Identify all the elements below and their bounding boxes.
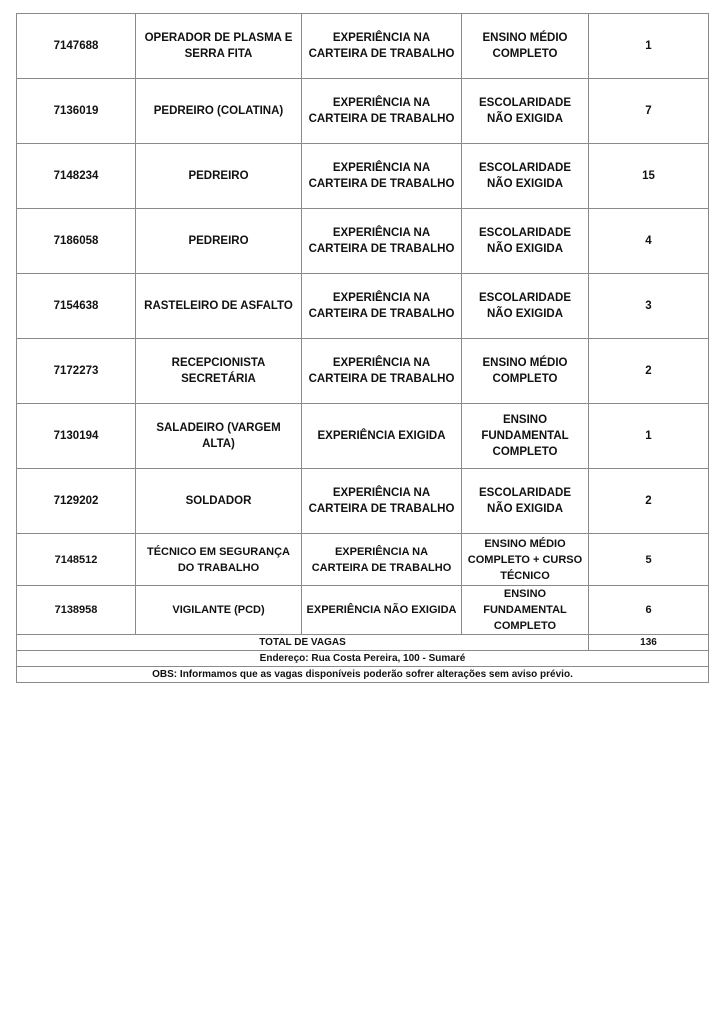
experience-requirement: EXPERIÊNCIA NA CARTEIRA DE TRABALHO xyxy=(302,79,462,144)
experience-requirement: EXPERIÊNCIA NÃO EXIGIDA xyxy=(302,586,462,635)
education-requirement: ESCOLARIDADE NÃO EXIGIDA xyxy=(462,79,589,144)
total-row xyxy=(17,635,709,651)
education-requirement: ENSINO FUNDAMENTAL COMPLETO xyxy=(462,586,589,635)
job-title: PEDREIRO xyxy=(136,144,302,209)
vacancy-count: 4 xyxy=(589,209,709,274)
job-code: 7186058 xyxy=(17,209,136,274)
job-code: 7129202 xyxy=(17,469,136,534)
experience-requirement: EXPERIÊNCIA NA CARTEIRA DE TRABALHO xyxy=(302,274,462,339)
job-code: 7138958 xyxy=(17,586,136,635)
experience-requirement: EXPERIÊNCIA NA CARTEIRA DE TRABALHO xyxy=(302,209,462,274)
experience-requirement: EXPERIÊNCIA NA CARTEIRA DE TRABALHO xyxy=(302,14,462,79)
vacancy-count: 7 xyxy=(589,79,709,144)
table-row xyxy=(17,14,709,79)
observation-note: OBS: Informamos que as vagas disponíveis poderão sofrer alterações sem aviso prévio. xyxy=(17,667,709,683)
education-requirement: ENSINO MÉDIO COMPLETO xyxy=(462,339,589,404)
job-listing-sheet xyxy=(16,13,708,683)
job-rows xyxy=(17,14,709,683)
table-row xyxy=(17,144,709,209)
address-text: Endereço: Rua Costa Pereira, 100 - Sumaré xyxy=(17,651,709,667)
vacancy-count: 1 xyxy=(589,404,709,469)
table-row xyxy=(17,404,709,469)
vacancy-count: 3 xyxy=(589,274,709,339)
job-code: 7148234 xyxy=(17,144,136,209)
experience-requirement: EXPERIÊNCIA NA CARTEIRA DE TRABALHO xyxy=(302,469,462,534)
job-vacancies-table xyxy=(16,13,709,683)
job-title: PEDREIRO (COLATINA) xyxy=(136,79,302,144)
job-code: 7154638 xyxy=(17,274,136,339)
vacancy-count: 6 xyxy=(589,586,709,635)
job-title: PEDREIRO xyxy=(136,209,302,274)
education-requirement: ENSINO MÉDIO COMPLETO + CURSO TÉCNICO xyxy=(462,534,589,586)
job-title: RASTELEIRO DE ASFALTO xyxy=(136,274,302,339)
table-row xyxy=(17,534,709,586)
job-code: 7147688 xyxy=(17,14,136,79)
table-row xyxy=(17,274,709,339)
address-row xyxy=(17,651,709,667)
table-row xyxy=(17,469,709,534)
vacancy-count: 15 xyxy=(589,144,709,209)
job-code: 7148512 xyxy=(17,534,136,586)
job-title: SALADEIRO (VARGEM ALTA) xyxy=(136,404,302,469)
vacancy-count: 5 xyxy=(589,534,709,586)
job-title: RECEPCIONISTA SECRETÁRIA xyxy=(136,339,302,404)
note-row xyxy=(17,667,709,683)
education-requirement: ESCOLARIDADE NÃO EXIGIDA xyxy=(462,209,589,274)
education-requirement: ESCOLARIDADE NÃO EXIGIDA xyxy=(462,274,589,339)
education-requirement: ESCOLARIDADE NÃO EXIGIDA xyxy=(462,144,589,209)
vacancy-count: 1 xyxy=(589,14,709,79)
experience-requirement: EXPERIÊNCIA NA CARTEIRA DE TRABALHO xyxy=(302,144,462,209)
job-title: SOLDADOR xyxy=(136,469,302,534)
table-row xyxy=(17,79,709,144)
education-requirement: ENSINO MÉDIO COMPLETO xyxy=(462,14,589,79)
job-title: OPERADOR DE PLASMA E SERRA FITA xyxy=(136,14,302,79)
job-title: TÉCNICO EM SEGURANÇA DO TRABALHO xyxy=(136,534,302,586)
experience-requirement: EXPERIÊNCIA NA CARTEIRA DE TRABALHO xyxy=(302,339,462,404)
experience-requirement: EXPERIÊNCIA NA CARTEIRA DE TRABALHO xyxy=(302,534,462,586)
job-code: 7136019 xyxy=(17,79,136,144)
education-requirement: ESCOLARIDADE NÃO EXIGIDA xyxy=(462,469,589,534)
table-row xyxy=(17,209,709,274)
vacancy-count: 2 xyxy=(589,339,709,404)
total-label: TOTAL DE VAGAS xyxy=(17,635,589,651)
job-title: VIGILANTE (PCD) xyxy=(136,586,302,635)
job-code: 7130194 xyxy=(17,404,136,469)
total-value: 136 xyxy=(589,635,709,651)
table-row xyxy=(17,586,709,635)
experience-requirement: EXPERIÊNCIA EXIGIDA xyxy=(302,404,462,469)
job-code: 7172273 xyxy=(17,339,136,404)
table-row xyxy=(17,339,709,404)
vacancy-count: 2 xyxy=(589,469,709,534)
education-requirement: ENSINO FUNDAMENTAL COMPLETO xyxy=(462,404,589,469)
